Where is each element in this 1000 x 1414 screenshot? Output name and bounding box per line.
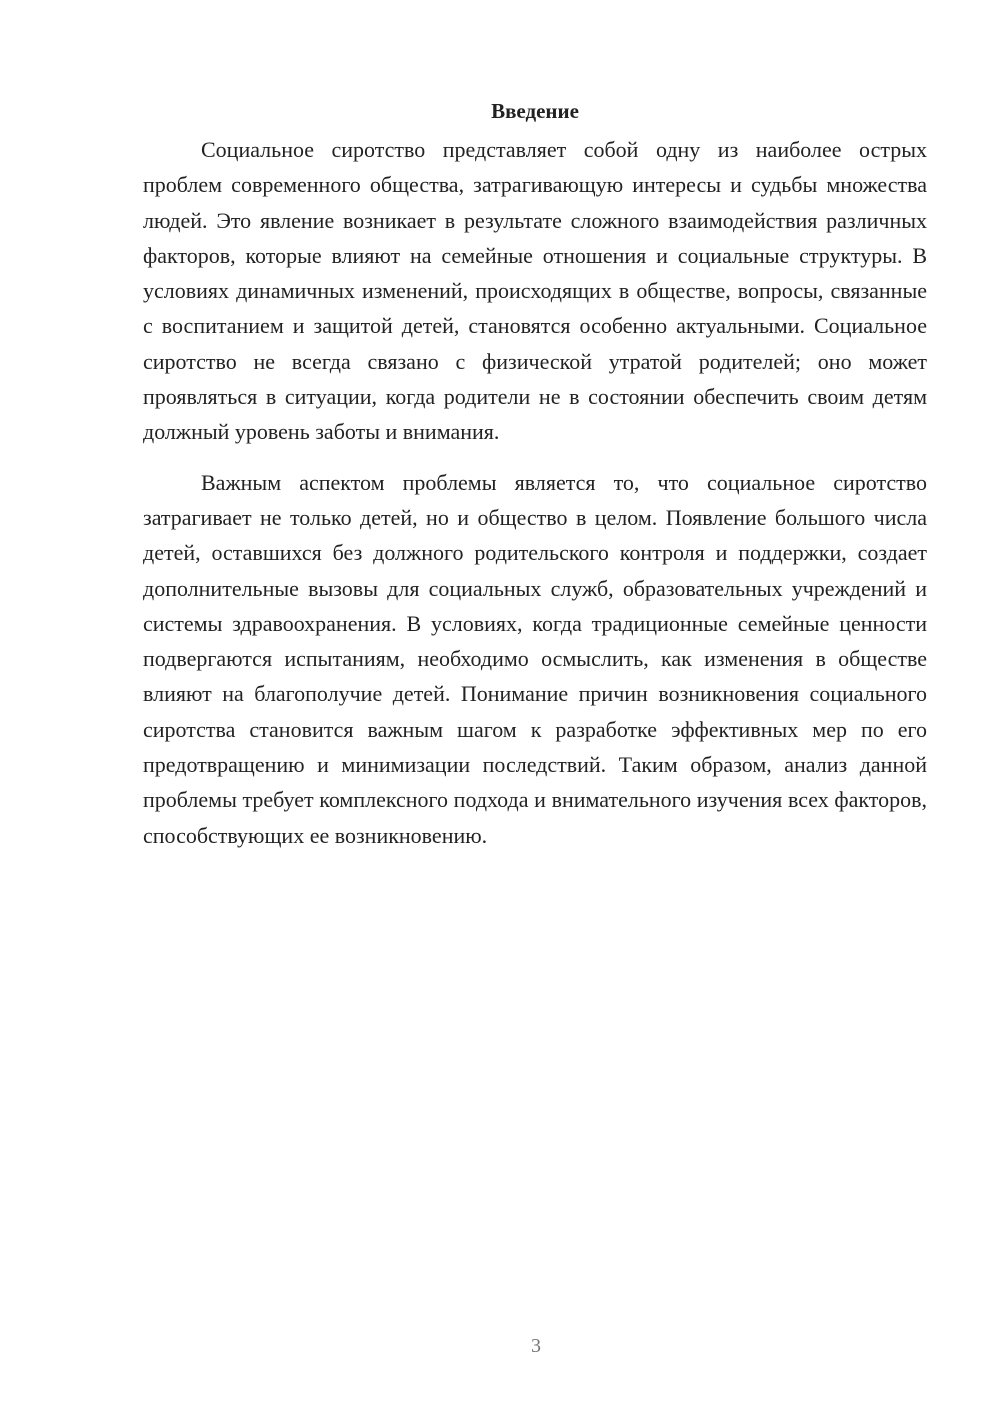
section-title: Введение (491, 99, 579, 123)
page-content (143, 96, 927, 853)
paragraph-2: Важным аспектом проблемы является то, что социальное сиротство затрагивает не только детей, но и общество в целом. Появление большого числа детей, оставшихся без должного родительского контроля и поддержки, создает дополнительные вызовы для социальных служб, образовательных учреждений и системы здравоохранения. В условиях, когда традиционные семейные ценности подвергаются испытаниям, необходимо осмыслить, как изменения в обществе влияют на благополучие детей. Понимание причин возникновения социального сиротства становится важным шагом к разработке эффективных мер по его предотвращению и минимизации последствий. Таким образом, анализ данной проблемы требует комплексного подхода и внимательного изучения всех факторов, способствующих ее возникновению. (143, 469, 927, 848)
paragraph-1: Социальное сиротство представляет собой одну из наиболее острых проблем современного общества, затрагивающую интересы и судьбы множества людей. Это явление возникает в результате сложного взаимодействия различных факторов, которые влияют на семейные отношения и социальные структуры. В условиях динамичных изменений, происходящих в обществе, вопросы, связанные с воспитанием и защитой детей, становятся особенно актуальными. Социальное сиротство не всегда связано с физической утратой родителей; оно может проявляться в ситуации, когда родители не в состоянии обеспечить своим детям должный уровень заботы и внимания. (143, 137, 927, 445)
page-number: 3 (531, 1335, 541, 1357)
